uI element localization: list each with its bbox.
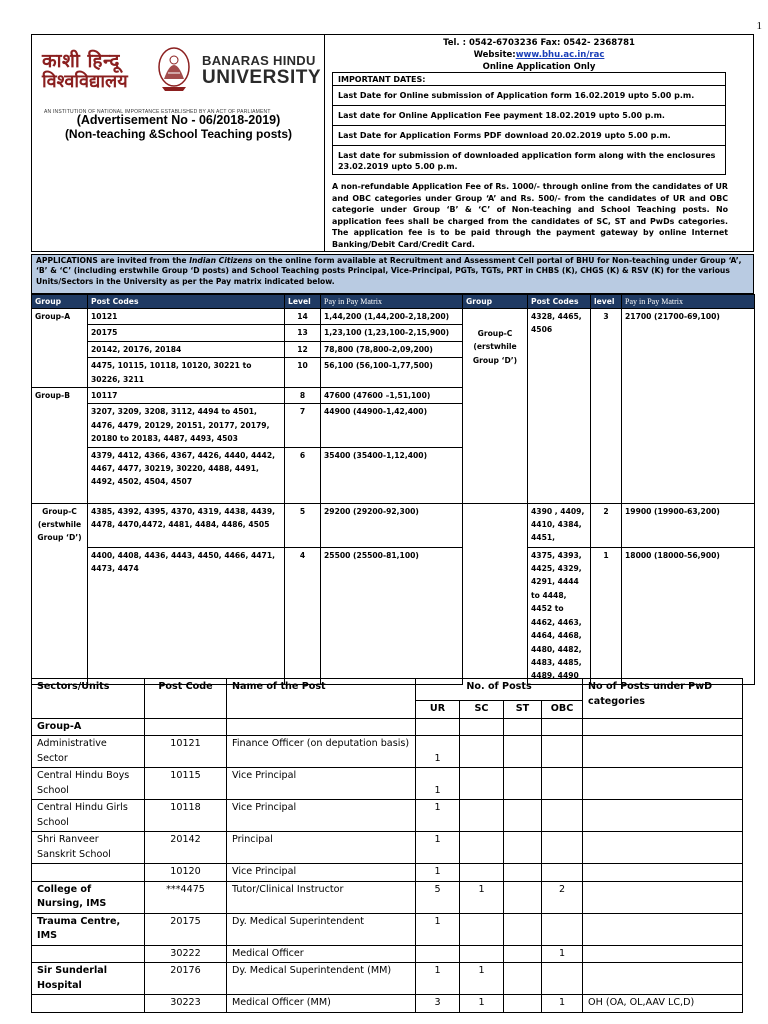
post-codes-cell: 4385, 4392, 4395, 4370, 4319, 4438, 4439, 4478, 4470,4472, 4481, 4484, 4486, 4505 <box>88 503 285 547</box>
post-codes-cell: 4375, 4393, 4425, 4329, 4291, 4444 to 4448, 4452 to 4462, 4463, 4464, 4468, 4480, 4482, 4483, 4485, 4489, 4490 <box>528 547 591 684</box>
sector-cell: Central Hindu Girls School <box>32 800 145 832</box>
level-cell: 6 <box>285 447 321 503</box>
obc-cell <box>542 864 583 882</box>
sector-cell: Administrative Sector <box>32 736 145 768</box>
header-right-panel <box>325 35 753 251</box>
ur-cell: 1 <box>416 768 460 800</box>
logo-tagline: AN INSTITUTION OF NATIONAL IMPORTANCE ESTABLISHED BY AN ACT OF PARLIAMENT <box>44 109 271 115</box>
pay-cell: 47600 (47600 –1,51,100) <box>321 388 463 404</box>
pay-matrix-table <box>31 294 755 685</box>
application-mode: Online Application Only <box>482 62 596 72</box>
col-header: Pay in Pay Matrix <box>321 295 463 309</box>
st-cell <box>504 768 542 800</box>
pay-cell: 19900 (19900-63,200) <box>622 503 755 547</box>
obc-cell: 1 <box>542 945 583 963</box>
sector-cell: Sir Sunderlal Hospital <box>32 963 145 995</box>
pwd-cell <box>583 864 743 882</box>
post-code-cell: 10118 <box>145 800 227 832</box>
ur-cell: 1 <box>416 832 460 864</box>
post-name-cell: Finance Officer (on deputation basis) <box>227 736 416 768</box>
obc-cell <box>542 736 583 768</box>
logo-hindi-line1: काशी हिन्दू <box>42 50 120 72</box>
post-codes-cell: 4400, 4408, 4436, 4443, 4450, 4466, 4471, 4473, 4474 <box>88 547 285 684</box>
post-code-cell: 10121 <box>145 736 227 768</box>
level-cell: 4 <box>285 547 321 684</box>
pwd-cell <box>583 768 743 800</box>
level-cell: 13 <box>285 325 321 341</box>
contact-info <box>325 37 753 73</box>
col-header: Group <box>32 295 88 309</box>
date-item: Last date for Online Application Fee payment 18.02.2019 upto 5.00 p.m. <box>333 105 725 125</box>
post-code-cell: 30223 <box>145 995 227 1013</box>
post-code-cell: 10120 <box>145 864 227 882</box>
sc-cell <box>460 736 504 768</box>
intro-part2: on the online form available at Recruitment and Assessment Cell portal of BHU for Non-teaching under Group ‘A’, ‘B’ & ‘C’ (including erstwhile Group ‘D posts) and School Teaching posts Principal, Vice-Principal, PGTs, TGTs, PRT in CHBS (K), CHGS (K) & RSV (K) for the various Units/Sectors in the University as per the Pay matrix indicated below. <box>36 256 742 286</box>
post-code-cell: 20176 <box>145 963 227 995</box>
phone-fax: Tel. : 0542-6703236 Fax: 0542- 2368781 <box>443 38 635 48</box>
pay-cell: 78,800 (78,800-2,09,200) <box>321 341 463 357</box>
table-row <box>32 736 743 768</box>
col-header-ur: UR <box>416 701 460 719</box>
post-name-cell: Dy. Medical Superintendent (MM) <box>227 963 416 995</box>
pwd-cell: OH (OA, OL,AAV LC,D) <box>583 995 743 1013</box>
post-name-cell: Vice Principal <box>227 800 416 832</box>
post-code-cell: 20142 <box>145 832 227 864</box>
sector-cell: College of Nursing, IMS <box>32 881 145 913</box>
obc-cell <box>542 832 583 864</box>
level-cell: 1 <box>591 547 622 684</box>
pwd-cell <box>583 881 743 913</box>
date-item: Last Date for Online submission of Application form 16.02.2019 upto 5.00 p.m. <box>333 85 725 105</box>
posts-header-row <box>32 679 743 701</box>
sector-cell: Shri Ranveer Sanskrit School <box>32 832 145 864</box>
post-codes-cell: 20175 <box>88 325 285 341</box>
col-header-no-posts: No. of Posts <box>416 679 583 701</box>
pay-matrix-section <box>31 254 754 685</box>
group-cell-blank <box>463 503 528 684</box>
level-cell: 10 <box>285 358 321 388</box>
bhu-logo <box>42 43 322 115</box>
sc-cell <box>460 800 504 832</box>
table-row <box>32 768 743 800</box>
table-row <box>32 881 743 913</box>
ur-cell: 5 <box>416 881 460 913</box>
pay-cell: 1,23,100 (1,23,100-2,15,900) <box>321 325 463 341</box>
header-box <box>31 34 754 252</box>
pay-header-row <box>32 295 755 309</box>
col-header: Level <box>285 295 321 309</box>
obc-cell <box>542 913 583 945</box>
col-header: Post Codes <box>528 295 591 309</box>
logo-hindi-line2: विश्वविद्यालय <box>42 71 128 92</box>
sc-cell <box>460 913 504 945</box>
col-header-post-code: Post Code <box>145 679 227 719</box>
advertisement-subtitle: (Non-teaching &School Teaching posts) <box>64 127 293 141</box>
pay-cell: 18000 (18000-56,900) <box>622 547 755 684</box>
col-header: Pay in Pay Matrix <box>622 295 755 309</box>
ur-cell: 3 <box>416 995 460 1013</box>
post-code-cell: 30222 <box>145 945 227 963</box>
col-header-sc: SC <box>460 701 504 719</box>
pay-cell: 35400 (35400-1,12,400) <box>321 447 463 503</box>
level-cell: 7 <box>285 404 321 447</box>
sector-cell: Central Hindu Boys School <box>32 768 145 800</box>
post-codes-cell: 10121 <box>88 309 285 325</box>
post-codes-cell: 4379, 4412, 4366, 4367, 4426, 4440, 4442, 4467, 4477, 30219, 30220, 4488, 4491, 4492, 4502, 4504, 4507 <box>88 447 285 503</box>
sc-cell <box>460 945 504 963</box>
sc-cell: 1 <box>460 881 504 913</box>
sc-cell <box>460 768 504 800</box>
post-code-cell: 20175 <box>145 913 227 945</box>
group-cell: Group-C (erstwhile Group ‘D’) <box>463 309 528 504</box>
sector-cell <box>32 945 145 963</box>
st-cell <box>504 800 542 832</box>
level-cell: 12 <box>285 341 321 357</box>
obc-cell <box>542 963 583 995</box>
post-codes-cell: 3207, 3209, 3208, 3112, 4494 to 4501, 4476, 4479, 20129, 20151, 20177, 20179, 20180 to 20183, 4487, 4493, 4503 <box>88 404 285 447</box>
table-row <box>32 913 743 945</box>
col-header-sectors: Sectors/Units <box>32 679 145 719</box>
post-code-cell: 10115 <box>145 768 227 800</box>
post-codes-cell: 4390 , 4409, 4410, 4384, 4451, <box>528 503 591 547</box>
sector-cell: Trauma Centre, IMS <box>32 913 145 945</box>
logo-english-line2: UNIVERSITY <box>202 67 322 88</box>
obc-cell: 2 <box>542 881 583 913</box>
posts-table <box>31 678 743 1013</box>
col-header: Group <box>463 295 528 309</box>
col-header: Post Codes <box>88 295 285 309</box>
table-row <box>32 832 743 864</box>
post-codes-cell: 20142, 20176, 20184 <box>88 341 285 357</box>
date-item: Last Date for Application Forms PDF download 20.02.2019 upto 5.00 p.m. <box>333 125 725 145</box>
group-label: Group-A <box>32 718 145 736</box>
col-header: level <box>591 295 622 309</box>
col-header-obc: OBC <box>542 701 583 719</box>
post-code-cell: ***4475 <box>145 881 227 913</box>
pwd-cell <box>583 963 743 995</box>
pwd-cell <box>583 945 743 963</box>
ur-cell: 1 <box>416 800 460 832</box>
post-name-cell: Principal <box>227 832 416 864</box>
st-cell <box>504 832 542 864</box>
table-row <box>32 995 743 1013</box>
sector-cell <box>32 995 145 1013</box>
post-codes-cell: 10117 <box>88 388 285 404</box>
intro-citizens: Indian Citizens <box>189 256 253 265</box>
st-cell <box>504 995 542 1013</box>
level-cell: 5 <box>285 503 321 547</box>
intro-part1: APPLICATIONS are invited from the <box>36 256 190 265</box>
obc-cell: 1 <box>542 995 583 1013</box>
pay-cell: 29200 (29200-92,300) <box>321 503 463 547</box>
page-number: 1 <box>756 20 762 32</box>
group-label-row <box>32 718 743 736</box>
level-cell: 2 <box>591 503 622 547</box>
website-label: Website: <box>473 50 516 60</box>
level-cell: 8 <box>285 388 321 404</box>
st-cell <box>504 736 542 768</box>
pay-cell: 25500 (25500-81,100) <box>321 547 463 684</box>
st-cell <box>504 963 542 995</box>
sc-cell <box>460 864 504 882</box>
col-header-pwd: No of Posts under PwD categories <box>583 679 743 719</box>
level-cell: 14 <box>285 309 321 325</box>
table-row <box>32 547 755 684</box>
post-name-cell: Vice Principal <box>227 768 416 800</box>
sc-cell <box>460 832 504 864</box>
col-header-name: Name of the Post <box>227 679 416 719</box>
st-cell <box>504 945 542 963</box>
ur-cell: 1 <box>416 736 460 768</box>
pwd-cell <box>583 800 743 832</box>
table-row <box>32 800 743 832</box>
applications-intro <box>31 254 754 294</box>
date-item: Last date for submission of downloaded application form along with the enclosures 23.02.2019 upto 5.00 p.m. <box>333 145 725 174</box>
logo-english-line1: BANARAS HINDU <box>202 53 316 68</box>
st-cell <box>504 913 542 945</box>
table-row <box>32 864 743 882</box>
pwd-cell <box>583 736 743 768</box>
level-cell: 3 <box>591 309 622 504</box>
pay-cell: 21700 (21700-69,100) <box>622 309 755 504</box>
pwd-cell <box>583 832 743 864</box>
st-cell <box>504 881 542 913</box>
post-name-cell: Vice Principal <box>227 864 416 882</box>
ur-cell: 1 <box>416 864 460 882</box>
university-seal-icon <box>154 45 194 93</box>
table-row <box>32 963 743 995</box>
table-row <box>32 945 743 963</box>
post-codes-cell: 4475, 10115, 10118, 10120, 30221 to 30226, 3211 <box>88 358 285 388</box>
pay-cell: 44900 (44900-1,42,400) <box>321 404 463 447</box>
sc-cell: 1 <box>460 963 504 995</box>
post-name-cell: Medical Officer <box>227 945 416 963</box>
ur-cell: 1 <box>416 963 460 995</box>
table-row <box>32 309 755 325</box>
table-row <box>32 503 755 547</box>
obc-cell <box>542 800 583 832</box>
col-header-st: ST <box>504 701 542 719</box>
st-cell <box>504 864 542 882</box>
post-name-cell: Medical Officer (MM) <box>227 995 416 1013</box>
ur-cell <box>416 945 460 963</box>
pwd-cell <box>583 913 743 945</box>
header-left-panel <box>32 35 325 251</box>
obc-cell <box>542 768 583 800</box>
pay-cell: 1,44,200 (1,44,200-2,18,200) <box>321 309 463 325</box>
group-cell: Group-B <box>32 388 88 504</box>
group-cell: Group-C (erstwhile Group ‘D’) <box>32 503 88 684</box>
ur-cell: 1 <box>416 913 460 945</box>
important-dates-heading: IMPORTANT DATES: <box>338 75 426 84</box>
sector-cell <box>32 864 145 882</box>
website-line <box>325 49 753 61</box>
pay-cell: 56,100 (56,100-1,77,500) <box>321 358 463 388</box>
post-name-cell: Tutor/Clinical Instructor <box>227 881 416 913</box>
website-link[interactable]: www.bhu.ac.in/rac <box>515 50 605 60</box>
advertisement-title: (Advertisement No - 06/2018-2019) <box>76 113 281 127</box>
application-fee-note: A non-refundable Application Fee of Rs. 1000/- through online from the candidates of UR and OBC categories under Group ‘A’ and Rs. 500/- from the candidates of UR and OBC categorie under Group ‘B’ & ‘C’ of Non-teaching and School Teaching posts. No application fees shall be charged from the candidates of SC, ST and PwDs categories. The application fee is to be paid through the payment gateway by online Internet Banking/Debit Card/Credit Card. <box>332 182 728 249</box>
sc-cell: 1 <box>460 995 504 1013</box>
post-name-cell: Dy. Medical Superintendent <box>227 913 416 945</box>
post-codes-cell: 4328, 4465, 4506 <box>528 309 591 504</box>
group-cell: Group-A <box>32 309 88 388</box>
important-dates-box <box>332 72 726 175</box>
